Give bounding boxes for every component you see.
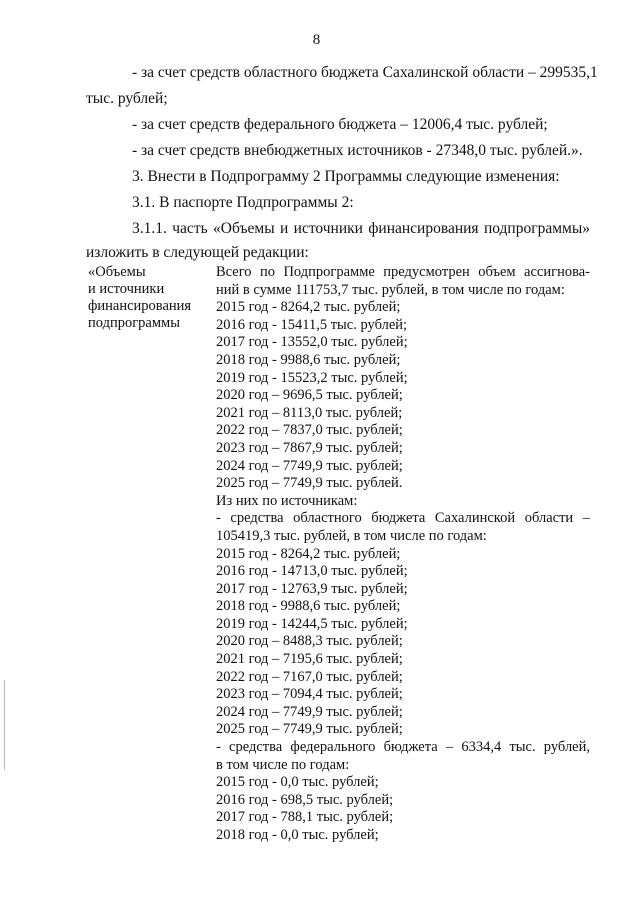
page-number: 8 bbox=[312, 32, 321, 48]
value-line: 2019 год - 14244,5 тыс. рублей; bbox=[216, 615, 408, 632]
value-line: 2017 год - 12763,9 тыс. рублей; bbox=[216, 580, 408, 597]
label-line: финансирования bbox=[88, 298, 192, 314]
value-line: 105419,3 тыс. рублей, в том числе по годам: bbox=[216, 527, 487, 544]
value-line: 2021 год – 7195,6 тыс. рублей; bbox=[216, 651, 403, 668]
paragraph-item-3-1: 3.1. В паспорте Подпрограммы 2: bbox=[132, 194, 354, 211]
paragraph-item-3-1-1-cont: изложить в следующей редакции: bbox=[86, 244, 309, 261]
value-line: 2020 год – 8488,3 тыс. рублей; bbox=[216, 633, 403, 650]
value-line: 2017 год - 13552,0 тыс. рублей; bbox=[216, 334, 408, 351]
value-line: 2022 год – 7837,0 тыс. рублей; bbox=[216, 422, 403, 439]
value-line: 2021 год – 8113,0 тыс. рублей; bbox=[216, 404, 403, 421]
passport-label-cell bbox=[88, 264, 208, 332]
paragraph-federal-budget: - за счет средств федерального бюджета – 12006,4 тыс. рублей; bbox=[132, 116, 548, 133]
value-line: 2024 год – 7749,9 тыс. рублей; bbox=[216, 703, 403, 720]
value-line: 2022 год – 7167,0 тыс. рублей; bbox=[216, 668, 403, 685]
value-line: - средства федерального бюджета – 6334,4 тыс. рублей, bbox=[216, 739, 590, 756]
value-line: 2023 год – 7094,4 тыс. рублей; bbox=[216, 686, 403, 703]
value-line: 2019 год - 15523,2 тыс. рублей; bbox=[216, 369, 408, 386]
paragraph-regional-budget-cont: тыс. рублей; bbox=[86, 90, 168, 107]
value-line: 2018 год - 9988,6 тыс. рублей; bbox=[216, 598, 401, 615]
value-line: ний в сумме 111753,7 тыс. рублей, в том числе по годам: bbox=[216, 281, 565, 298]
paragraph-regional-budget: - за счет средств областного бюджета Сахалинской области – 299535,1 bbox=[132, 64, 598, 81]
value-line: 2024 год – 7749,9 тыс. рублей; bbox=[216, 457, 403, 474]
value-line: 2025 год – 7749,9 тыс. рублей. bbox=[216, 475, 403, 492]
paragraph-extra-budget: - за счет средств внебюджетных источников - 27348,0 тыс. рублей.». bbox=[132, 142, 583, 159]
value-line: 2018 год - 0,0 тыс. рублей; bbox=[216, 827, 379, 843]
value-line: 2016 год - 14713,0 тыс. рублей; bbox=[216, 563, 408, 580]
value-line: 2020 год – 9696,5 тыс. рублей; bbox=[216, 387, 403, 404]
value-line: 2016 год - 15411,5 тыс. рублей; bbox=[216, 316, 408, 333]
scan-margin-line bbox=[4, 680, 5, 770]
value-line: 2025 год – 7749,9 тыс. рублей; bbox=[216, 721, 403, 738]
value-line: 2017 год - 788,1 тыс. рублей; bbox=[216, 809, 394, 826]
value-line: 2015 год - 8264,2 тыс. рублей; bbox=[216, 545, 401, 562]
value-line: в том числе по годам: bbox=[216, 756, 350, 773]
label-line: и источники bbox=[88, 281, 165, 297]
paragraph-item-3-1-1: 3.1.1. часть «Объемы и источники финансирования подпрограммы» bbox=[132, 220, 590, 237]
value-line: 2018 год - 9988,6 тыс. рублей; bbox=[216, 351, 401, 368]
paragraph-item-3: 3. Внести в Подпрограмму 2 Программы следующие изменения: bbox=[132, 168, 560, 185]
value-line: - средства областного бюджета Сахалинской области – bbox=[216, 510, 590, 527]
value-line: Всего по Подпрограмме предусмотрен объем ассигнова- bbox=[216, 264, 590, 280]
label-line: «Объемы bbox=[88, 264, 146, 280]
value-line: 2015 год - 8264,2 тыс. рублей; bbox=[216, 299, 401, 316]
passport-value-cell bbox=[216, 264, 590, 845]
value-line: Из них по источникам: bbox=[216, 492, 358, 509]
value-line: 2023 год – 7867,9 тыс. рублей; bbox=[216, 439, 403, 456]
label-line: подпрограммы bbox=[88, 315, 180, 331]
value-line: 2016 год - 698,5 тыс. рублей; bbox=[216, 791, 394, 808]
value-line: 2015 год - 0,0 тыс. рублей; bbox=[216, 774, 379, 791]
